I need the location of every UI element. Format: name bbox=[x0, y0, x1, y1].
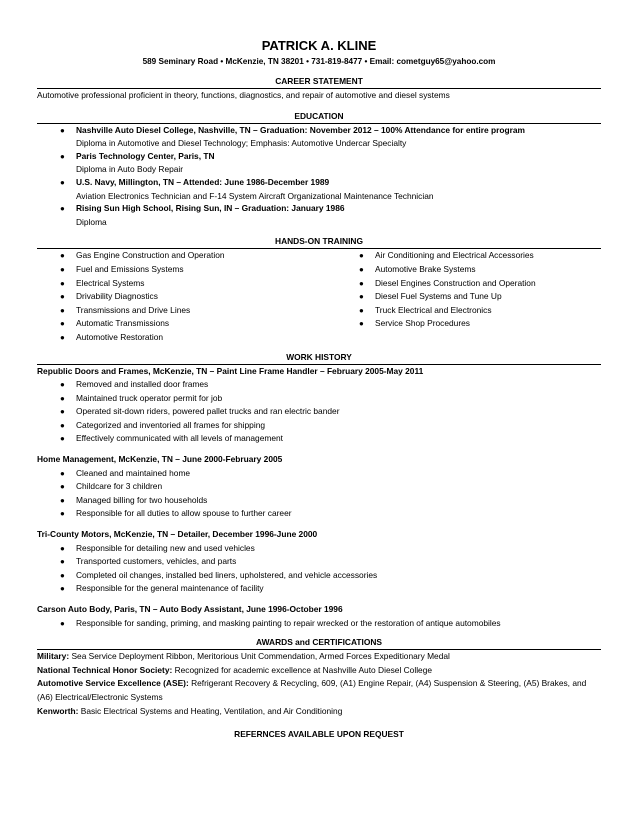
bullet-icon: ● bbox=[60, 380, 65, 390]
job-duty: ● Responsible for the general maintenance of facility bbox=[37, 582, 601, 596]
bullet-icon: ● bbox=[60, 557, 65, 567]
bullet-icon: ● bbox=[60, 204, 65, 214]
job-title: Home Management, McKenzie, TN – June 2000-February 2005 bbox=[37, 454, 283, 465]
bullet-icon: ● bbox=[60, 251, 65, 261]
bullet-icon: ● bbox=[60, 264, 65, 274]
bullet-icon: ● bbox=[60, 570, 65, 580]
award-item: National Technical Honor Society: Recognized for academic excellence at Nashville Auto Diesel College bbox=[37, 664, 433, 675]
job-duty: ● Removed and installed door frames bbox=[37, 378, 601, 392]
work-heading: WORK HISTORY bbox=[37, 352, 601, 365]
job-duty: ● Childcare for 3 children bbox=[37, 480, 601, 494]
bullet-icon: ● bbox=[359, 292, 364, 302]
bullet-icon: ● bbox=[359, 251, 364, 261]
education-list bbox=[37, 124, 601, 229]
training-item: ● Fuel and Emissions Systems bbox=[37, 263, 347, 277]
education-heading: EDUCATION bbox=[37, 111, 601, 124]
job-duty: ● Responsible for sanding, priming, and masking painting to repair wrecked or the restoration of antique automobiles bbox=[37, 617, 601, 631]
job-duty: ● Operated sit-down riders, powered pallet trucks and ran electric bander bbox=[37, 405, 601, 419]
training-item: ● Automotive Brake Systems bbox=[347, 263, 601, 277]
job-duty: ● Responsible for all duties to allow spouse to further career bbox=[37, 507, 601, 521]
career-text: Automotive professional proficient in theory, functions, diagnostics, and repair of automotive and diesel systems bbox=[37, 90, 450, 100]
education-school: Rising Sun High School, Rising Sun, IN – Graduation: January 1986 bbox=[76, 203, 345, 214]
job-duty: ● Cleaned and maintained home bbox=[37, 467, 601, 481]
bullet-icon: ● bbox=[60, 278, 65, 288]
bullet-icon: ● bbox=[359, 264, 364, 274]
bullet-icon: ● bbox=[60, 407, 65, 417]
awards-heading: AWARDS and CERTIFICATIONS bbox=[37, 637, 601, 650]
job-duty: ● Responsible for detailing new and used vehicles bbox=[37, 542, 601, 556]
award-item: Automotive Service Excellence (ASE): Refrigerant Recovery & Recycling, 609, (A1) Engine Repair, (A4) Suspension & Steering, (A5) Brakes, and (A6) Electrical/Electronic Systems bbox=[37, 678, 587, 702]
bullet-icon: ● bbox=[60, 420, 65, 430]
job-duty: ● Effectively communicated with all levels of management bbox=[37, 432, 601, 446]
job-duty: ● Transported customers, vehicles, and parts bbox=[37, 555, 601, 569]
training-item: ● Transmissions and Drive Lines bbox=[37, 304, 347, 318]
bullet-icon: ● bbox=[60, 495, 65, 505]
job-title: Tri-County Motors, McKenzie, TN – Detailer, December 1996-June 2000 bbox=[37, 529, 318, 540]
training-item: ● Electrical Systems bbox=[37, 277, 347, 291]
bullet-icon: ● bbox=[60, 468, 65, 478]
bullet-icon: ● bbox=[60, 305, 65, 315]
award-item: Military: Sea Service Deployment Ribbon, Meritorious Unit Commendation, Armed Forces Expeditionary Medal bbox=[37, 651, 450, 662]
job-duty: ● Maintained truck operator permit for job bbox=[37, 392, 601, 406]
education-detail: Diploma bbox=[76, 216, 107, 227]
bullet-icon: ● bbox=[60, 125, 65, 135]
training-item: ● Service Shop Procedures bbox=[347, 317, 601, 331]
bullet-icon: ● bbox=[60, 332, 65, 342]
bullet-icon: ● bbox=[60, 509, 65, 519]
training-columns bbox=[37, 249, 601, 344]
bullet-icon: ● bbox=[359, 278, 364, 288]
resume-page bbox=[37, 38, 601, 740]
job-duties bbox=[37, 617, 601, 631]
bullet-icon: ● bbox=[60, 584, 65, 594]
training-item: ● Diesel Fuel Systems and Tune Up bbox=[347, 290, 601, 304]
bullet-icon: ● bbox=[359, 305, 364, 315]
bullet-icon: ● bbox=[359, 319, 364, 329]
training-item: ● Air Conditioning and Electrical Accessories bbox=[347, 249, 601, 263]
resume-name: PATRICK A. KLINE bbox=[261, 38, 377, 53]
bullet-icon: ● bbox=[60, 151, 65, 161]
training-item: ● Truck Electrical and Electronics bbox=[347, 304, 601, 318]
bullet-icon: ● bbox=[60, 618, 65, 628]
job-duties bbox=[37, 467, 601, 521]
job-duties bbox=[37, 378, 601, 446]
education-item bbox=[37, 202, 601, 216]
bullet-icon: ● bbox=[60, 543, 65, 553]
training-item: ● Automatic Transmissions bbox=[37, 317, 347, 331]
job-title: Republic Doors and Frames, McKenzie, TN – Paint Line Frame Handler – February 2005-May 2011 bbox=[37, 365, 424, 376]
job-duty: ● Categorized and inventoried all frames for shipping bbox=[37, 419, 601, 433]
job-duty: ● Managed billing for two households bbox=[37, 494, 601, 508]
education-item bbox=[37, 124, 601, 138]
training-item: ● Drivability Diagnostics bbox=[37, 290, 347, 304]
education-school: U.S. Navy, Millington, TN – Attended: June 1986-December 1989 bbox=[76, 176, 330, 187]
job-title: Carson Auto Body, Paris, TN – Auto Body Assistant, June 1996-October 1996 bbox=[37, 604, 343, 614]
bullet-icon: ● bbox=[60, 292, 65, 302]
education-item bbox=[37, 150, 601, 164]
education-school: Paris Technology Center, Paris, TN bbox=[76, 150, 215, 161]
education-detail: Diploma in Auto Body Repair bbox=[76, 164, 184, 175]
training-item: ● Gas Engine Construction and Operation bbox=[37, 249, 347, 263]
education-detail: Diploma in Automotive and Diesel Technology; Emphasis: Automotive Undercar Specialty bbox=[76, 138, 407, 149]
job-duties bbox=[37, 542, 601, 596]
bullet-icon: ● bbox=[60, 177, 65, 187]
training-heading: HANDS-ON TRAINING bbox=[37, 236, 601, 249]
bullet-icon: ● bbox=[60, 393, 65, 403]
training-item: ● Diesel Engines Construction and Operation bbox=[347, 277, 601, 291]
education-item bbox=[37, 176, 601, 190]
career-heading: CAREER STATEMENT bbox=[37, 76, 601, 89]
training-item: ● Automotive Restoration bbox=[37, 331, 347, 345]
bullet-icon: ● bbox=[60, 319, 65, 329]
references-note: REFERNCES AVAILABLE UPON REQUEST bbox=[234, 729, 404, 740]
bullet-icon: ● bbox=[60, 434, 65, 444]
job-duty: ● Completed oil changes, installed bed liners, upholstered, and vehicle accessories bbox=[37, 569, 601, 583]
contact-line: 589 Seminary Road • McKenzie, TN 38201 • 731-819-8477 • Email: cometguy65@yahoo.com bbox=[142, 57, 496, 66]
award-item: Kenworth: Basic Electrical Systems and Heating, Ventilation, and Air Conditioning bbox=[37, 705, 343, 716]
bullet-icon: ● bbox=[60, 482, 65, 492]
education-detail: Aviation Electronics Technician and F-14 System Aircraft Organizational Maintenance Technician bbox=[76, 190, 434, 201]
education-school: Nashville Auto Diesel College, Nashville, TN – Graduation: November 2012 – 100% Attendance for entire program bbox=[76, 124, 525, 135]
